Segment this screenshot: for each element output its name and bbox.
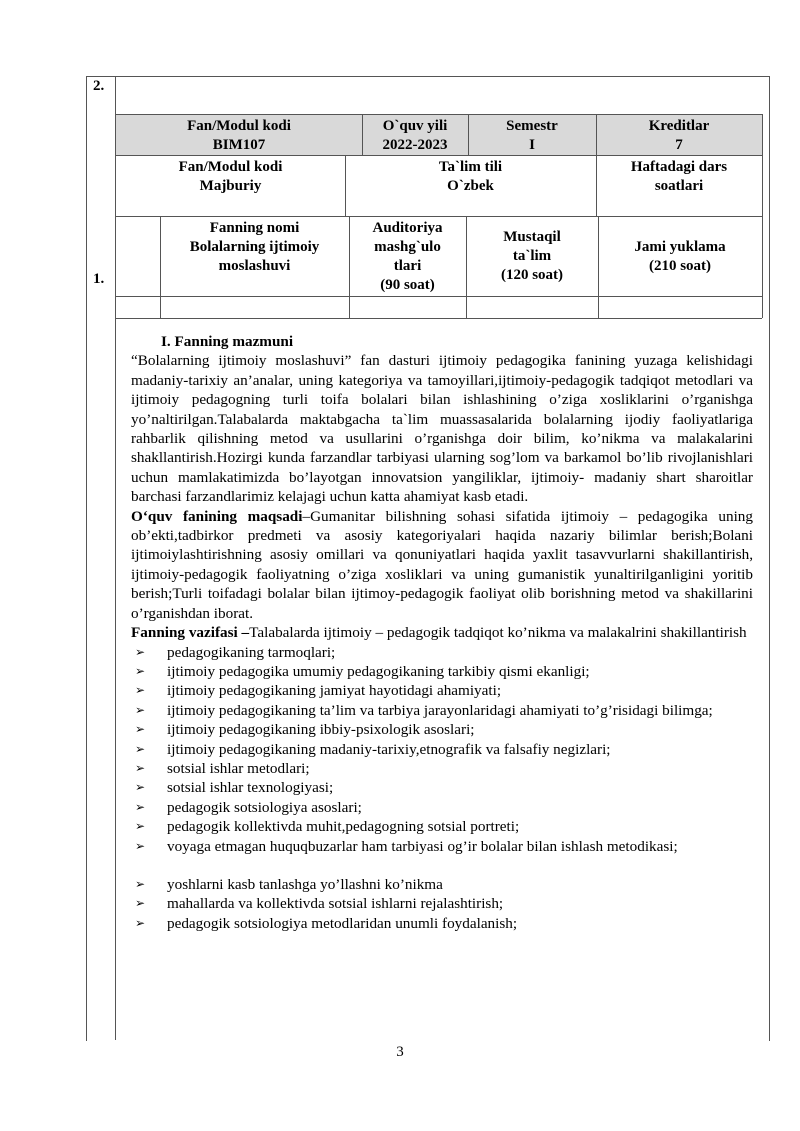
arrow-bullet-icon: ➢ — [135, 702, 146, 717]
table-line — [116, 296, 762, 297]
list-item-text: pedagogikaning tarmoqlari; — [167, 643, 336, 661]
list-item-text: sotsial ishlar metodlari; — [167, 759, 310, 777]
list-item-text: ijtimoiy pedagogikaning jamiyat hayotidagi ahamiyati; — [167, 682, 502, 700]
list-item-text: ijtimoiy pedagogika umumiy pedagogikaning tarkibiy qismi ekanligi; — [167, 662, 590, 680]
number-column — [86, 76, 116, 1040]
list-item-text: mahallarda va kollektivda sotsial ishlarni rejalashtirish; — [167, 895, 504, 913]
list-item-text: ijtimoiy pedagogikaning madaniy-tarixiy,etnografik va falsafiy negizlari; — [167, 740, 611, 758]
list-item — [131, 681, 753, 700]
arrow-bullet-icon: ➢ — [135, 722, 146, 737]
arrow-bullet-icon: ➢ — [135, 683, 146, 698]
list-item-text: pedagogik sotsiologiya asoslari; — [167, 798, 362, 816]
blank-line — [131, 856, 753, 875]
table-line — [116, 114, 762, 115]
list-item — [131, 720, 753, 739]
arrow-bullet-icon: ➢ — [135, 780, 146, 795]
cell-language: Ta`lim tili O`zbek — [438, 159, 503, 194]
section-heading: I. Fanning mazmuni — [161, 333, 294, 350]
list-item-text: pedagogik kollektivda muhit,pedagogning sotsial portreti; — [167, 818, 520, 836]
row-number-2: 2. — [93, 78, 105, 94]
arrow-bullet-icon: ➢ — [135, 741, 146, 756]
arrow-bullet-icon: ➢ — [135, 644, 146, 659]
arrow-bullet-icon: ➢ — [135, 876, 146, 891]
cell-academic-year: O`quv yili 2022-2023 — [382, 118, 448, 153]
cell-module-type: Fan/Modul kodi Majburiy — [178, 159, 283, 194]
page-number: 3 — [396, 1044, 404, 1060]
list-item-text: ijtimoiy pedagogikaning ta’lim va tarbiya jarayonlaridagi ahamiyati to’g’risidagi bilimga; — [167, 701, 713, 719]
goal-paragraph — [131, 507, 753, 623]
intro-paragraph: “Bolalarning ijtimoiy moslashuvi” fan dasturi ijtimoiy pedagogika fanining yuzaga kelishidagi madaniy-tarixiy an’analar, uning kategoriya va tamoyillari,ijtimoiy-pedagogik tadqiqot metodlari va ijtimoiy pedagogning turli toifa bolalari bilan ishlashining o’ziga xosliklarini o’rganishga yo’naltirilgan.Talabalarda maktabgacha ta`lim muassasalarida bolalarning ijodiy faoliyatlariga rahbarlik qilishning metod va usullarini o’rganishga doir bilim, ko’nikma va malakalarini shakllantirish.Hozirgi kunda farzandlar tarbiyasi ularning sog’lom va barkamol bo’lib rivojlanishlari uchun mamlakatimizda bo’layotgan innovatsion yangiliklar, ijtimoiy- madaniy shart sharoitlar barchasi farzandlarimiz kelajagi uchun katta ahamiyat kasb etadi. — [131, 352, 753, 506]
list-item — [131, 914, 753, 933]
list-item-text: ijtimoiy pedagogikaning ibbiy-psixologik asoslari; — [167, 721, 475, 739]
list-item — [131, 778, 753, 797]
arrow-bullet-icon: ➢ — [135, 799, 146, 814]
list-item-text: sotsial ishlar texnologiyasi; — [167, 779, 334, 797]
list-item-text: voyaga etmagan huquqbuzarlar ham tarbiyasi og’ir bolalar bilan ishlash metodikasi; — [167, 837, 678, 855]
cell-subject-name: Fanning nomi Bolalarning ijtimoiy moslashuvi — [189, 220, 320, 274]
list-item — [131, 798, 753, 817]
table-line — [116, 155, 762, 156]
list-item — [131, 837, 753, 856]
goal-text: –Gumanitar bilishning sohasi sifatida ijtimoiy – pedagogika uning ob’ekti,tadbirkor predmeti va asosiy kategoriyalari haqida nazariy bilimlar berish;Bolani ijtimoiylashtirishning asosiy omillari va qonuniyatlari haqida yaxlit tasavvurlarni shakillantirish, ijtimoiy-pedagogik faoliyatning o’ziga xosliklari va uning gumanistik yunaltirilganligini yoritib berish;Turli toifadagi bolalar bilan ijtimoy-pedagogik faoliyat olib borishning metod va shakillarini o’rganishdan iborat. — [131, 507, 753, 622]
task-text: Talabalarda ijtimoiy – pedagogik tadqiqot ko’nikma va malakalrini shakillantirish — [249, 624, 747, 642]
bullet-list — [131, 643, 753, 856]
arrow-bullet-icon: ➢ — [135, 760, 146, 775]
arrow-bullet-icon: ➢ — [135, 819, 146, 834]
cell-module-code: Fan/Modul kodi BIM107 — [187, 118, 291, 153]
list-item-text: yoshlarni kasb tanlashga yo’llashni ko’nikma — [167, 875, 443, 893]
list-item — [131, 701, 753, 720]
cell-independent-hours: Mustaqil ta`lim (120 soat) — [500, 229, 564, 283]
table-line — [116, 318, 762, 319]
list-item — [131, 740, 753, 759]
arrow-bullet-icon: ➢ — [135, 663, 146, 678]
list-item — [131, 759, 753, 778]
list-item — [131, 643, 753, 662]
list-item-text: pedagogik sotsiologiya metodlaridan unumli foydalanish; — [167, 914, 518, 932]
cell-weekly-hours: Haftadagi dars soatlari — [630, 159, 728, 194]
cell-credits: Kreditlar 7 — [648, 118, 710, 153]
arrow-bullet-icon: ➢ — [135, 915, 146, 930]
content-body — [131, 332, 753, 933]
goal-label: O‘quv fanining maqsadi — [131, 507, 303, 525]
table-line — [762, 114, 763, 318]
arrow-bullet-icon: ➢ — [135, 896, 146, 911]
list-item — [131, 662, 753, 681]
cell-auditorium-hours: Auditoriya mashg`ulo tlari (90 soat) — [372, 220, 443, 293]
bullet-list-continued — [131, 875, 753, 933]
list-item — [131, 875, 753, 894]
list-item — [131, 817, 753, 836]
list-item — [131, 894, 753, 913]
cell-semester: Semestr I — [506, 118, 558, 153]
task-paragraph — [131, 623, 753, 642]
arrow-bullet-icon: ➢ — [135, 838, 146, 853]
row-number-1: 1. — [93, 271, 105, 287]
table-line — [116, 216, 762, 217]
cell-total-hours: Jami yuklama (210 soat) — [634, 239, 726, 274]
task-label: Fanning vazifasi – — [131, 624, 250, 642]
